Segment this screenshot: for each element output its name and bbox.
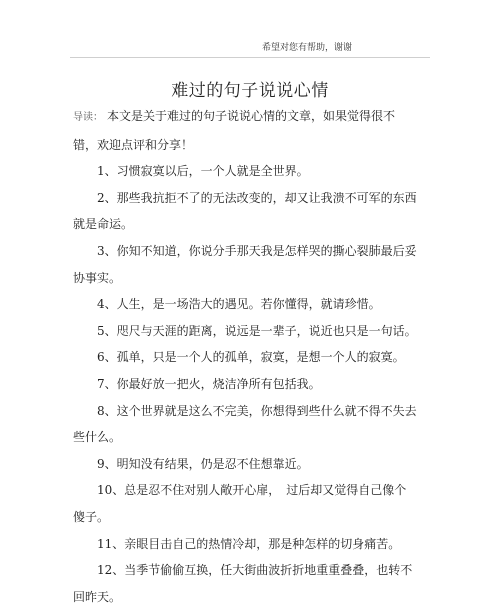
intro-text: 本文是关于难过的句子说说心情的文章，如果觉得很不错，欢迎点评和分享！ bbox=[73, 109, 396, 152]
list-item: 8、这个世界就是这么不完美，你想得到些什么就不得不失去些什么。 bbox=[73, 403, 417, 445]
header-divider bbox=[70, 57, 430, 58]
list-item: 1、习惯寂寞以后，一个人就是全世界。 bbox=[97, 164, 309, 179]
list-item: 2、那些我抗拒不了的无法改变的，却又让我溃不可军的东西就是命运。 bbox=[73, 190, 417, 232]
intro-label: 导读： bbox=[73, 112, 103, 123]
list-item: 7、你最好放一把火，烧洁净所有包括我。 bbox=[97, 376, 321, 391]
intro-paragraph bbox=[73, 103, 418, 158]
list-item: 4、人生，是一场浩大的遇见。若你懂得，就请珍惜。 bbox=[97, 297, 381, 312]
list-item: 10、总是忍不住对别人敞开心扉， 过后却又觉得自己像个傻子。 bbox=[73, 483, 407, 524]
header-note: 希望对您有帮助，谢谢 bbox=[261, 43, 352, 53]
list-item: 6、孤单，只是一个人的孤单，寂寞，是想一个人的寂寞。 bbox=[97, 350, 405, 365]
list-item: 9、明知没有结果，仍是忍不住想靠近。 bbox=[97, 456, 309, 471]
list-item: 3、你知不知道，你说分手那天我是怎样哭的撕心裂肺最后妥协事实。 bbox=[73, 243, 417, 285]
page-title: 难过的句子说说心情 bbox=[171, 81, 329, 101]
list-item: 12、当季节偷偷互换，任大街曲波折折地重重叠叠，也转不回昨天。 bbox=[73, 563, 413, 604]
list-item: 11、亲眼目击自己的热情冷却，那是种怎样的切身痛苦。 bbox=[97, 536, 401, 551]
document-body bbox=[73, 103, 418, 610]
list-item: 5、咫尺与天涯的距离，说远是一辈子，说近也只是一句话。 bbox=[97, 323, 417, 338]
